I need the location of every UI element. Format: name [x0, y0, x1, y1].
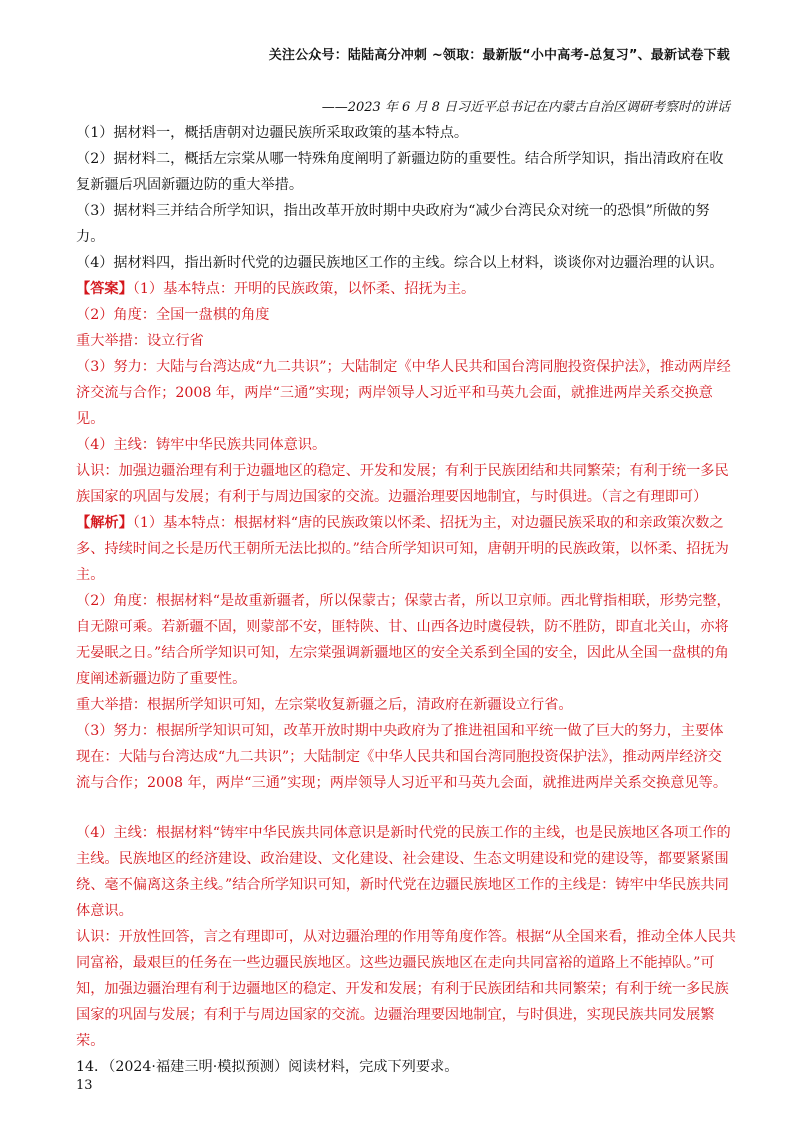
next-question-heading: 14．（2024·福建三明·模拟预测）阅读材料，完成下列要求。 [76, 1059, 459, 1075]
page-number: 13 [76, 1078, 93, 1093]
question-4: （4）据材料四，指出新时代党的边疆民族地区工作的主线。综合以上材料，谈谈你对边疆治理的认识。 [76, 255, 724, 271]
answer-paragraph-5: （4）主线：铸牢中华民族共同体意识。 [76, 437, 327, 453]
quote-attribution: ——2023 年 6 月 8 日习近平总书记在内蒙古自治区调研考察时的讲话 [321, 100, 730, 115]
answer-label: 【答案】 [76, 281, 133, 297]
page-header: 关注公众号：陆陆高分冲刺 ~领取：最新版“小中高考-总复习”、最新试卷下载 [268, 48, 730, 63]
answer-paragraph-3: 重大举措：设立行省 [76, 333, 204, 349]
answer-paragraph-6: 认识：加强边疆治理有利于边疆地区的稳定、开发和发展；有利于民族团结和共同繁荣；有利于统一多民族国家的巩固与发展；有利于与周边国家的交流。边疆治理要因地制宜，与时俱进。（言之有理即可） [76, 463, 729, 505]
answer-text-1: （1）基本特点：开明的民族政策，以怀柔、招抚为主。 [132, 281, 476, 297]
analysis-paragraph-5: （4）主线：根据材料“铸牢中华民族共同体意识是新时代党的民族工作的主线，也是民族地区各项工作的主线。民族地区的经济建设、政治建设、文化建设、社会建设、生态文明建设和党的建设等，都要紧紧围绕、毫不偏离这条主线。”结合所学知识可知，新时代党在边疆民族地区工作的主线是：铸牢中华民族共同体意识。 [76, 825, 731, 919]
question-1: （1）据材料一，概括唐朝对边疆民族所采取政策的基本特点。 [76, 125, 469, 141]
answer-paragraph-4: （3）努力：大陆与台湾达成“九二共识”；大陆制定《中华人民共和国台湾同胞投资保护法》，推动两岸经济交流与合作；2008 年，两岸“三通”实现；两岸领导人习近平和马英九会面，就推进两岸关系交换意见。 [76, 359, 731, 427]
analysis-paragraph-1 [76, 510, 736, 588]
document-body [76, 120, 736, 1080]
question-3: （3）据材料三并结合所学知识，指出改革开放时期中央政府为“减少台湾民众对统一的恐惧”所做的努力。 [76, 203, 710, 245]
analysis-paragraph-2: （2）角度：根据材料“是故重新疆者，所以保蒙古；保蒙古者，所以卫京师。西北臂指相联，形势完整，自无隙可乘。若新疆不固，则蒙部不安，匪特陕、甘、山西各边时虞侵轶，防不胜防，即直北关山，亦将无晏眠之日。”结合所学知识可知，左宗棠强调新疆地区的安全关系到全国的安全，因此从全国一盘棋的角度阐述新疆边防了重要性。 [76, 593, 731, 687]
answer-paragraph-2: （2）角度：全国一盘棋的角度 [76, 307, 270, 323]
paragraph-gap [76, 796, 736, 820]
analysis-label: 【解析】 [76, 515, 133, 531]
analysis-paragraph-4: （3）努力：根据所学知识可知，改革开放时期中央政府为了推进祖国和平统一做了巨大的努力，主要体现在：大陆与台湾达成“九二共识”；大陆制定《中华人民共和国台湾同胞投资保护法》，推动两岸经济交流与合作；2008 年，两岸“三通”实现；两岸领导人习近平和马英九会面，就推进两岸关系交换意见等。 [76, 723, 728, 791]
analysis-paragraph-3: 重大举措：根据所学知识可知，左宗棠收复新疆之后，清政府在新疆设立行省。 [76, 697, 573, 713]
analysis-paragraph-6: 认识：开放性回答，言之有理即可，从对边疆治理的作用等角度作答。根据“从全国来看，推动全体人民共同富裕，最艰巨的任务在一些边疆民族地区。这些边疆民族地区在走向共同富裕的道路上不能掉队。”可知，加强边疆治理有利于边疆地区的稳定、开发和发展；有利于民族团结和共同繁荣；有利于统一多民族国家的巩固与发展；有利于与周边国家的交流。边疆治理要因地制宜，与时俱进，实现民族共同发展繁荣。 [76, 929, 736, 1049]
question-2: （2）据材料二，概括左宗棠从哪一特殊角度阐明了新疆边防的重要性。结合所学知识，指出清政府在收复新疆后巩固新疆边防的重大举措。 [76, 151, 724, 193]
answer-paragraph-1 [76, 276, 736, 302]
analysis-text-1: （1）基本特点：根据材料“唐的民族政策以怀柔、招抚为主，对边疆民族采取的和亲政策次数之多、持续时间之长是历代王朝所无法比拟的。”结合所学知识可知，唐朝开明的民族政策，以怀柔、招抚为主。 [76, 515, 729, 583]
